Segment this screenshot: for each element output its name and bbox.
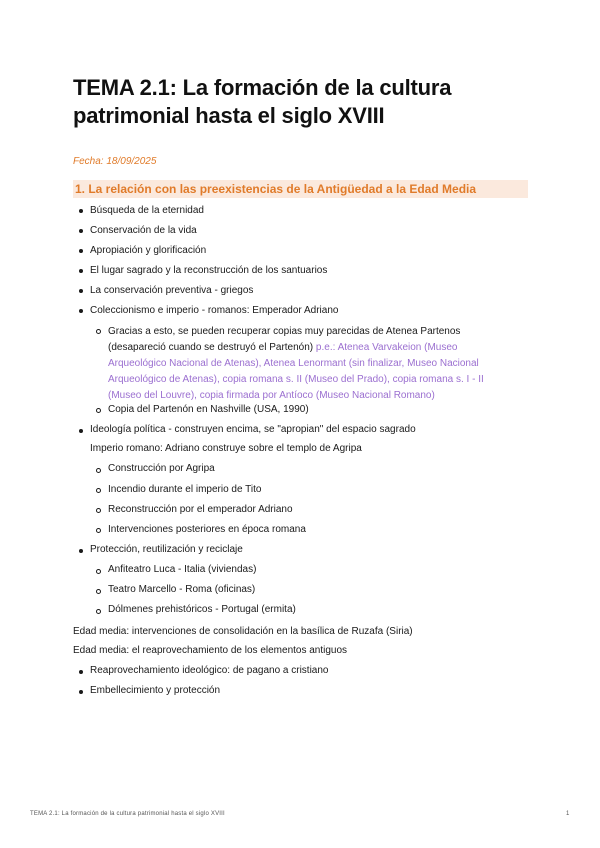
sub-list-item: Construcción por Agripa: [108, 463, 215, 474]
bullet-circle: [96, 485, 101, 497]
bullet-circle: [96, 606, 101, 618]
sub-list-item: Intervenciones posteriores en época romana: [108, 524, 306, 535]
bullet-dot: [79, 225, 84, 237]
bullet-dot: [79, 666, 84, 678]
list-paragraph: Imperio romano: Adriano construye sobre el templo de Agripa: [90, 443, 362, 454]
bullet-circle: [96, 465, 101, 477]
list-item: Protección, reutilización y reciclaje: [90, 544, 243, 555]
bullet-dot: [79, 545, 84, 557]
list-item: Coleccionismo e imperio - romanos: Emperador Adriano: [90, 305, 339, 316]
bullet-circle: [96, 525, 101, 537]
page-footer: TEMA 2.1: La formación de la cultura patrimonial hasta el siglo XVIII: [30, 811, 225, 817]
sub-list-item: Copia del Partenón en Nashville (USA, 1990): [108, 404, 309, 415]
date-line: Fecha: 18/09/2025: [73, 156, 157, 167]
page-title: TEMA 2.1: La formación de la cultura patrimonial hasta el siglo XVIII: [73, 75, 452, 128]
list-item: Búsqueda de la eternidad: [90, 205, 204, 216]
list-item: Apropiación y glorificación: [90, 245, 207, 256]
adriano-text-1: Gracias a esto, se pueden recuperar copias muy parecidas de Atenea Partenos: [108, 326, 461, 337]
page-number: 1: [566, 811, 570, 817]
bullet-circle: [96, 505, 101, 517]
section-heading: 1. La relación con las preexistencias de la Antigüedad a la Edad Media: [73, 180, 528, 198]
bullet-dot: [79, 425, 84, 437]
bullet-circle: [96, 586, 101, 598]
sub-list-item: Incendio durante el imperio de Tito: [108, 484, 262, 495]
list-item: La conservación preventiva - griegos: [90, 285, 254, 296]
sub-list-item: Anfiteatro Luca - Italia (viviendas): [108, 564, 257, 575]
bullet-circle: [96, 326, 101, 338]
bullet-circle: [96, 405, 101, 417]
list-item: Ideología política - construyen encima, se "apropian" del espacio sagrado: [90, 424, 416, 435]
paragraph: Edad media: el reaprovechamiento de los elementos antiguos: [73, 645, 348, 656]
list-item: Embellecimiento y protección: [90, 685, 221, 696]
bullet-dot: [79, 245, 84, 257]
bullet-dot: [79, 265, 84, 277]
bullet-dot: [79, 285, 84, 297]
sub-list-item: Reconstrucción por el emperador Adriano: [108, 504, 293, 515]
list-item: El lugar sagrado y la reconstrucción de los santuarios: [90, 265, 328, 276]
adriano-text-2: (desapareció cuando se destruyó el Partenón): [108, 342, 314, 353]
sub-list-item: Teatro Marcello - Roma (oficinas): [108, 584, 256, 595]
list-item: Conservación de la vida: [90, 225, 197, 236]
sub-list-item: Dólmenes prehistóricos - Portugal (ermita): [108, 604, 296, 615]
bullet-dot: [79, 305, 84, 317]
paragraph: Edad media: intervenciones de consolidación en la basílica de Ruzafa (Siria): [73, 626, 413, 637]
bullet-dot: [79, 205, 84, 217]
bullet-dot: [79, 686, 84, 698]
sub-list-item-paragraph: [108, 324, 498, 404]
examples-links[interactable]: p.e.: Atenea Varvakeion (Museo Arqueológico Nacional de Atenas), Atenea Lenormant (sin finalizar, Museo Nacional Arqueológico de Atenas), copia romana s. II (Museo del Prado), copia romana s. I - II (Museo del Louvre), copia firmada por Antíoco (Museo Nacional Romano): [108, 342, 484, 401]
bullet-circle: [96, 566, 101, 578]
list-item: Reaprovechamiento ideológico: de pagano a cristiano: [90, 665, 329, 676]
